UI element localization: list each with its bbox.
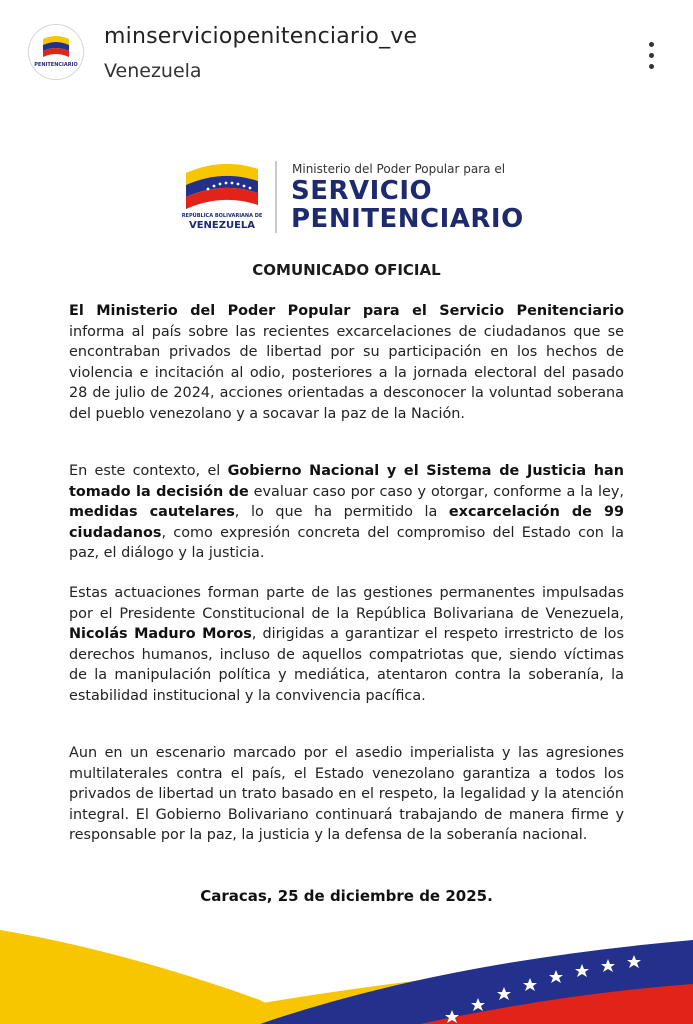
- paragraph-3: [69, 583, 624, 706]
- more-vertical-icon[interactable]: [636, 38, 666, 72]
- communique-heading: COMUNICADO OFICIAL: [252, 261, 441, 279]
- ministry-line: Ministerio del Poder Popular para el: [292, 162, 506, 176]
- flag-ribbon-decoration: [0, 910, 693, 1024]
- p2-bold-1: Gobierno Nacional y el Sistema de Justicia han tomado la decisión de: [69, 463, 625, 500]
- p4-text-1: Aun en un escenario marcado por el asedio imperialista y las agresiones multilaterales contra el país, el Estado venezolano garantiza a todos los privados de libertad un trato basado en el respeto, la legalidad y la atención integral. El Gobierno Bolivariano continuará trabajando de manera firme y responsable por la paz, la justicia y la defensa de la soberanía nacional.: [69, 745, 624, 843]
- venezuela-flag-icon: [184, 159, 260, 211]
- logo-country: VENEZUELA: [188, 220, 256, 231]
- logo-country-small: REPÚBLICA BOLIVARIANA DE: [181, 213, 263, 219]
- p3-bold-1: Nicolás Maduro Moros: [69, 626, 252, 642]
- paragraph-4: [69, 743, 624, 846]
- avatar[interactable]: [28, 24, 84, 80]
- p3-text-2: , dirigidas a garantizar el respeto irrestricto de los derechos humanos, incluso de aquellos compatriotas que, siendo víctimas de la manipulación política y mediática, atentaron contra la soberanía, la estabilidad institucional y la convivencia pacífica.: [69, 626, 624, 704]
- p1-bold: El Ministerio del Poder Popular para el Servicio Penitenciario: [69, 303, 624, 319]
- paragraph-2: [69, 461, 624, 564]
- p2-text-4: , como expresión concreta del compromiso del Estado con la paz, el diálogo y la justicia.: [69, 524, 624, 561]
- logo-divider: [275, 161, 277, 233]
- post-image: [0, 115, 693, 1024]
- p1-text: informa al país sobre las recientes excarcelaciones de ciudadanos que se encontraban privados de libertad por su participación en los hechos de violencia e incitación al odio, posteriores a la jornada electoral del pasado 28 de julio de 2024, acciones orientadas a desconocer la voluntad soberana del pueblo venezolano y a socavar la paz de la Nación.: [69, 323, 624, 422]
- paragraph-1: [69, 301, 624, 424]
- p2-bold-2: medidas cautelares: [69, 504, 235, 520]
- logo-title-servicio: SERVICIO: [291, 176, 433, 206]
- flag-icon: [29, 25, 83, 79]
- p2-text-3: , lo que ha permitido la: [234, 504, 449, 520]
- p2-text-1: En este contexto, el: [69, 463, 228, 479]
- account-username[interactable]: minserviciopenitenciario_ve: [104, 24, 418, 49]
- communique-date: Caracas, 25 de diciembre de 2025.: [200, 887, 493, 905]
- p2-bold-3: excarcelación de 99 ciudadanos: [69, 504, 624, 541]
- post-location[interactable]: Venezuela: [104, 60, 202, 82]
- logo-title-penitenciario: PENITENCIARIO: [291, 204, 524, 234]
- p3-text-1: Estas actuaciones forman parte de las gestiones permanentes impulsadas por el Presidente Constitucional de la República Bolivariana de Venezuela,: [69, 585, 624, 622]
- avatar-label: PENITENCIARIO: [34, 62, 78, 68]
- post-header: [0, 0, 693, 115]
- p2-text-2: evaluar caso por caso y otorgar, conforme a la ley,: [248, 483, 624, 500]
